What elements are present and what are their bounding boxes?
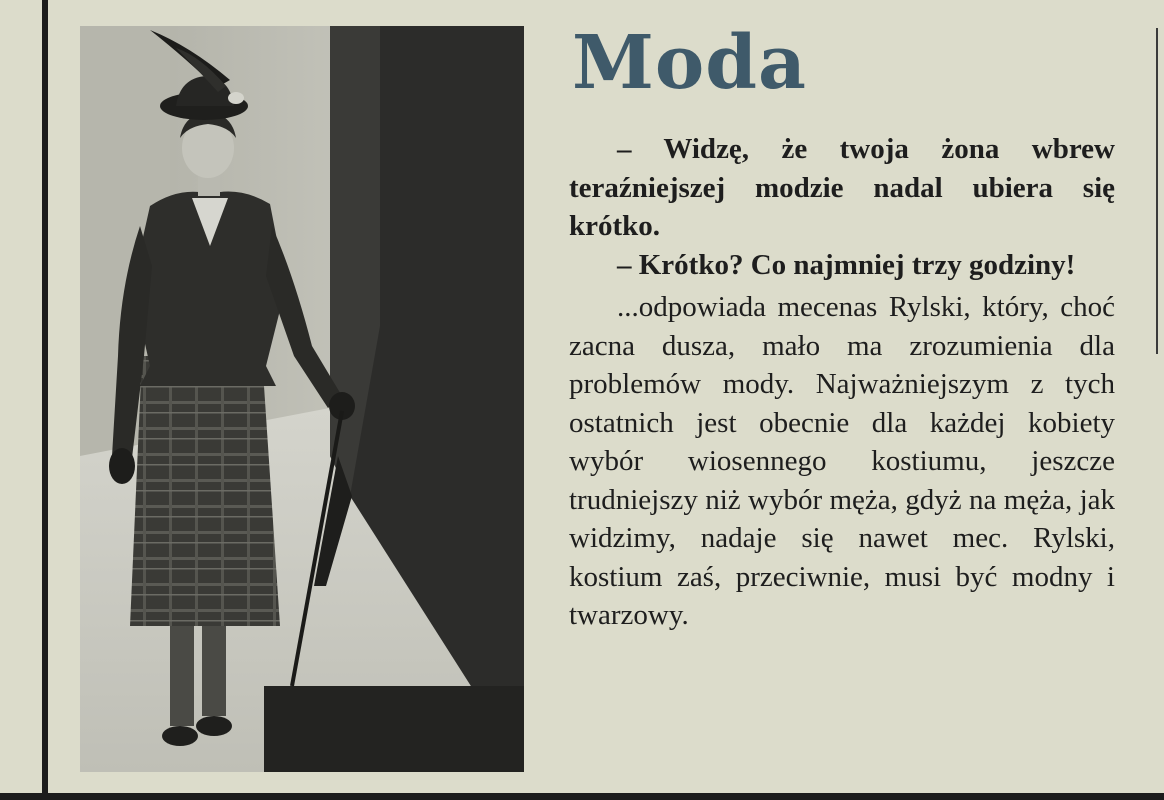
- left-border-rule: [42, 0, 48, 800]
- dialogue-line-2: – Krótko? Co najmniej trzy godziny!: [617, 248, 1076, 281]
- fashion-photo: [80, 26, 524, 772]
- bottom-border-rule: [0, 793, 1164, 800]
- article-text: [569, 130, 1115, 635]
- dialogue-line-1: – Widzę, że twoja żona wbrew teraźniejszej modzie nadal ubiera się krótko.: [569, 133, 1115, 242]
- article-body: ...odpowiada mecenas Rylski, który, choć zacna dusza, mało ma zrozumienia dla problemów mody. Najważniejszym z tych ostatnich jest obecnie dla każdej kobiety wybór wiosennego kostiumu, jeszcze trudniejszy niż wybór męża, gdyż na męża, jak widzimy, nadaje się nawet mec. Rylski, kostium zaś, przeciwnie, musi być modny i twarzowy.: [569, 291, 1115, 631]
- right-border-rule: [1156, 28, 1158, 354]
- article-title: Moda: [572, 20, 807, 106]
